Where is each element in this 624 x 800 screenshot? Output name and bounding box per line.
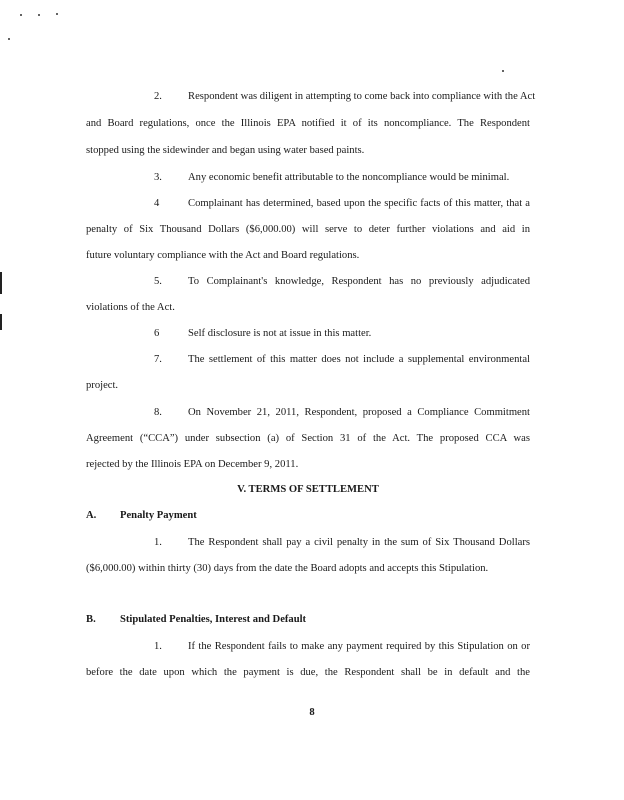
paragraph-text: Self disclosure is not at issue in this matter. <box>188 328 372 339</box>
paragraph-7-line-1 <box>86 353 530 366</box>
paragraph-number: 6 <box>154 328 160 339</box>
subsection-a-item-1-line-2: ($6,000.00) within thirty (30) days from the date the Board adopts and accepts this Stipulation. <box>86 563 489 574</box>
paragraph-text: Respondent was diligent in attempting to come back into compliance with the Act <box>188 91 536 102</box>
scan-speck <box>502 70 504 72</box>
item-number: 1. <box>154 641 162 652</box>
paragraph-number: 7. <box>154 354 162 365</box>
subsection-title: Penalty Payment <box>120 510 197 521</box>
paragraph-number: 3. <box>154 172 162 183</box>
paragraph-2-line-2: and Board regulations, once the Illinois EPA notified it of its noncompliance. The Respondent <box>86 118 530 129</box>
paragraph-4-line-2: penalty of Six Thousand Dollars ($6,000.00) will serve to deter further violations and aid in <box>86 224 530 235</box>
paragraph-3-line-1 <box>86 171 530 184</box>
item-text: The Respondent shall pay a civil penalty in the sum of Six Thousand Dollars <box>188 537 530 548</box>
scan-speck <box>8 38 10 40</box>
subsection-b-heading <box>86 613 306 626</box>
item-number: 1. <box>154 537 162 548</box>
subsection-a-heading <box>86 509 197 522</box>
paragraph-8-line-1 <box>86 406 530 419</box>
paragraph-5-line-2: violations of the Act. <box>86 302 175 313</box>
paragraph-7-line-2: project. <box>86 380 119 391</box>
paragraph-number: 8. <box>154 407 162 418</box>
paragraph-2-line-1 <box>86 90 536 103</box>
subsection-letter: A. <box>86 510 97 521</box>
subsection-b-item-1-line-2: before the date upon which the payment is due, the Respondent shall be in default and the <box>86 667 530 678</box>
item-text: If the Respondent fails to make any payment required by this Stipulation on or <box>188 641 530 652</box>
paragraph-6-line-1 <box>86 327 530 340</box>
scan-edge-mark <box>0 314 2 330</box>
paragraph-8-line-3: rejected by the Illinois EPA on December 9, 2011. <box>86 459 299 470</box>
subsection-b-item-1-line-1 <box>86 640 530 653</box>
paragraph-5-line-1 <box>86 275 530 288</box>
paragraph-4-line-1 <box>86 197 530 210</box>
scan-speck <box>38 14 40 16</box>
paragraph-2-line-3: stopped using the sidewinder and began using water based paints. <box>86 145 365 156</box>
scan-speck <box>56 13 58 15</box>
paragraph-number: 4 <box>154 198 160 209</box>
section-heading: V. TERMS OF SETTLEMENT <box>237 484 379 495</box>
scan-speck <box>20 14 22 16</box>
paragraph-number: 2. <box>154 91 162 102</box>
subsection-title: Stipulated Penalties, Interest and Default <box>120 614 307 625</box>
paragraph-number: 5. <box>154 276 162 287</box>
paragraph-text: Any economic benefit attributable to the noncompliance would be minimal. <box>188 172 510 183</box>
paragraph-text: Complainant has determined, based upon the specific facts of this matter, that a <box>188 198 530 209</box>
paragraph-text: To Complainant's knowledge, Respondent has no previously adjudicated <box>188 276 530 287</box>
scan-edge-mark <box>0 272 2 294</box>
paragraph-8-line-2: Agreement (“CCA”) under subsection (a) of Section 31 of the Act. The proposed CCA was <box>86 433 530 444</box>
paragraph-4-line-3: future voluntary compliance with the Act and Board regulations. <box>86 250 360 261</box>
subsection-a-item-1-line-1 <box>86 536 530 549</box>
page-number: 8 <box>309 707 315 718</box>
paragraph-text: On November 21, 2011, Respondent, proposed a Compliance Commitment <box>188 407 530 418</box>
paragraph-text: The settlement of this matter does not include a supplemental environmental <box>188 354 530 365</box>
subsection-letter: B. <box>86 614 96 625</box>
